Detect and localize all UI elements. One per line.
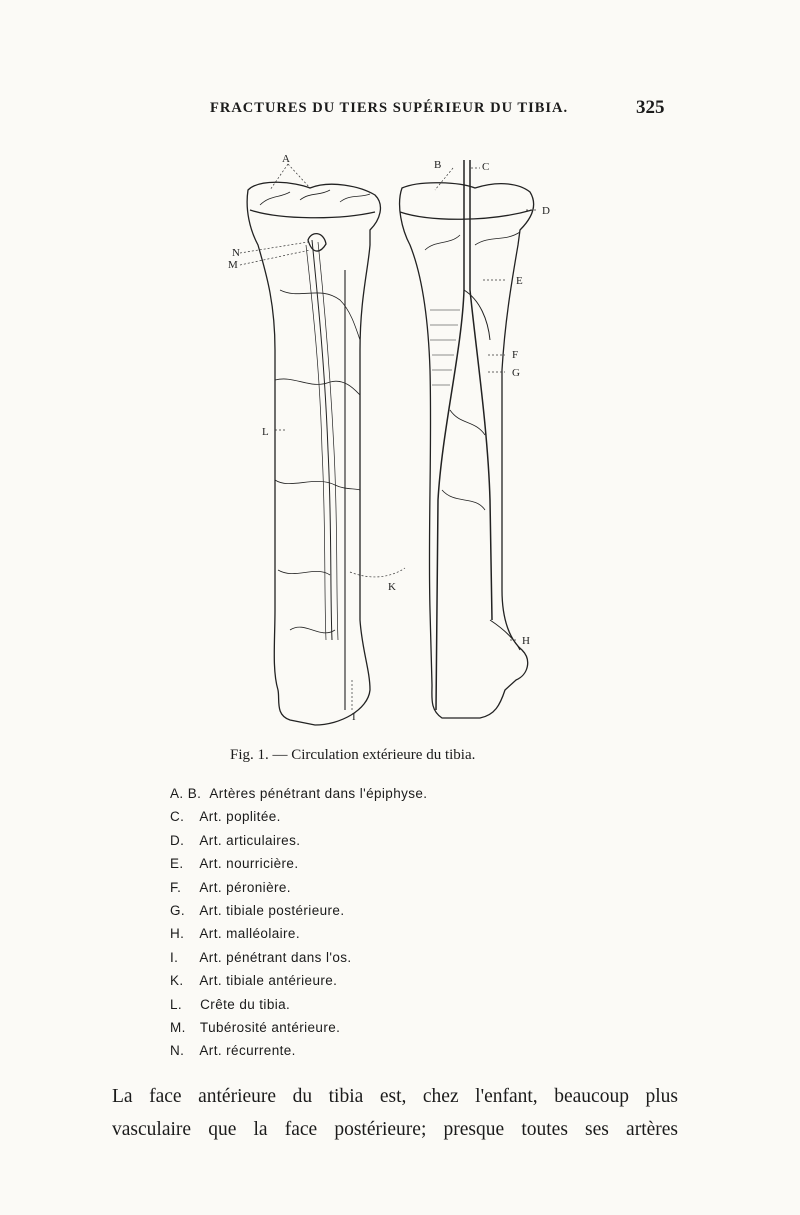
- legend-item: [170, 946, 427, 969]
- tibia-circulation-figure: [220, 150, 580, 740]
- legend-letter: D.: [170, 832, 185, 848]
- legend-text: Art. tibiale postérieure.: [199, 902, 345, 918]
- legend-item: [170, 852, 427, 875]
- page-number: 325: [636, 97, 665, 118]
- figure-label-g: G: [512, 367, 520, 379]
- legend-letter: F.: [170, 879, 182, 895]
- legend-item: [170, 1039, 427, 1062]
- body-line: vasculaire que la face postérieure; presque toutes ses artères: [112, 1119, 678, 1140]
- legend-text: Art. malléolaire.: [199, 926, 300, 942]
- body-line: La face antérieure du tibia est, chez l'enfant, beaucoup plus: [112, 1086, 678, 1107]
- right-tibial-plateau: [400, 210, 532, 219]
- legend-text: Art. récurrente.: [199, 1043, 296, 1059]
- figure-label-e: E: [516, 275, 523, 287]
- legend-letter: K.: [170, 973, 184, 989]
- right-tibia-outline: [400, 183, 534, 718]
- legend-text: Crête du tibia.: [200, 996, 291, 1012]
- legend-item: [170, 969, 427, 992]
- tibia-illustration: [220, 150, 580, 740]
- figure-label-b: B: [434, 159, 442, 171]
- tibial-tuberosity: [308, 234, 326, 251]
- figure-label-i: I: [352, 711, 356, 723]
- legend-item: [170, 876, 427, 899]
- legend-item: [170, 1016, 427, 1039]
- legend-item: [170, 993, 427, 1016]
- figure-label-f: F: [512, 349, 519, 361]
- legend-letter: N.: [170, 1043, 185, 1059]
- legend-letter: G.: [170, 902, 186, 918]
- figure-label-n: N: [232, 247, 240, 259]
- legend-letter: H.: [170, 926, 185, 942]
- legend-item: [170, 805, 427, 828]
- legend-item: [170, 922, 427, 945]
- legend-text: Art. nourricière.: [199, 856, 299, 872]
- legend-text: Art. poplitée.: [199, 809, 281, 825]
- figure-legend: [170, 782, 427, 1063]
- legend-letter: L.: [170, 996, 183, 1012]
- figure-label-c: C: [482, 161, 490, 173]
- figure-label-l: L: [262, 426, 269, 438]
- figure-label-k: K: [388, 581, 396, 593]
- legend-item: [170, 899, 427, 922]
- legend-item: [170, 829, 427, 852]
- legend-item: [170, 782, 427, 805]
- legend-letter: M.: [170, 1019, 186, 1035]
- body-paragraph: [112, 1080, 678, 1146]
- running-header: FRACTURES DU TIERS SUPÉRIEUR DU TIBIA.: [210, 100, 569, 116]
- figure-label-m: M: [228, 259, 238, 271]
- legend-letter: A. B.: [170, 786, 202, 801]
- left-tibia-outline: [247, 182, 380, 725]
- malleolar-branch: [490, 620, 520, 650]
- legend-text: Tubérosité antérieure.: [199, 1019, 341, 1035]
- figure-label-a: A: [282, 153, 290, 165]
- figure-label-d: D: [542, 205, 550, 217]
- legend-text: Art. péronière.: [199, 879, 291, 895]
- legend-text: Artères pénétrant dans l'épiphyse.: [209, 786, 428, 801]
- popliteal-artery: [436, 160, 464, 710]
- legend-letter: E.: [170, 856, 184, 872]
- legend-letter: I.: [170, 949, 179, 965]
- legend-text: Art. articulaires.: [199, 832, 301, 848]
- left-tibial-plateau: [250, 210, 375, 218]
- legend-text: Art. pénétrant dans l'os.: [199, 949, 352, 965]
- legend-text: Art. tibiale antérieure.: [199, 973, 338, 989]
- figure-label-h: H: [522, 635, 530, 647]
- figure-caption: Fig. 1. — Circulation extérieure du tibia.: [230, 747, 476, 763]
- legend-letter: C.: [170, 809, 185, 825]
